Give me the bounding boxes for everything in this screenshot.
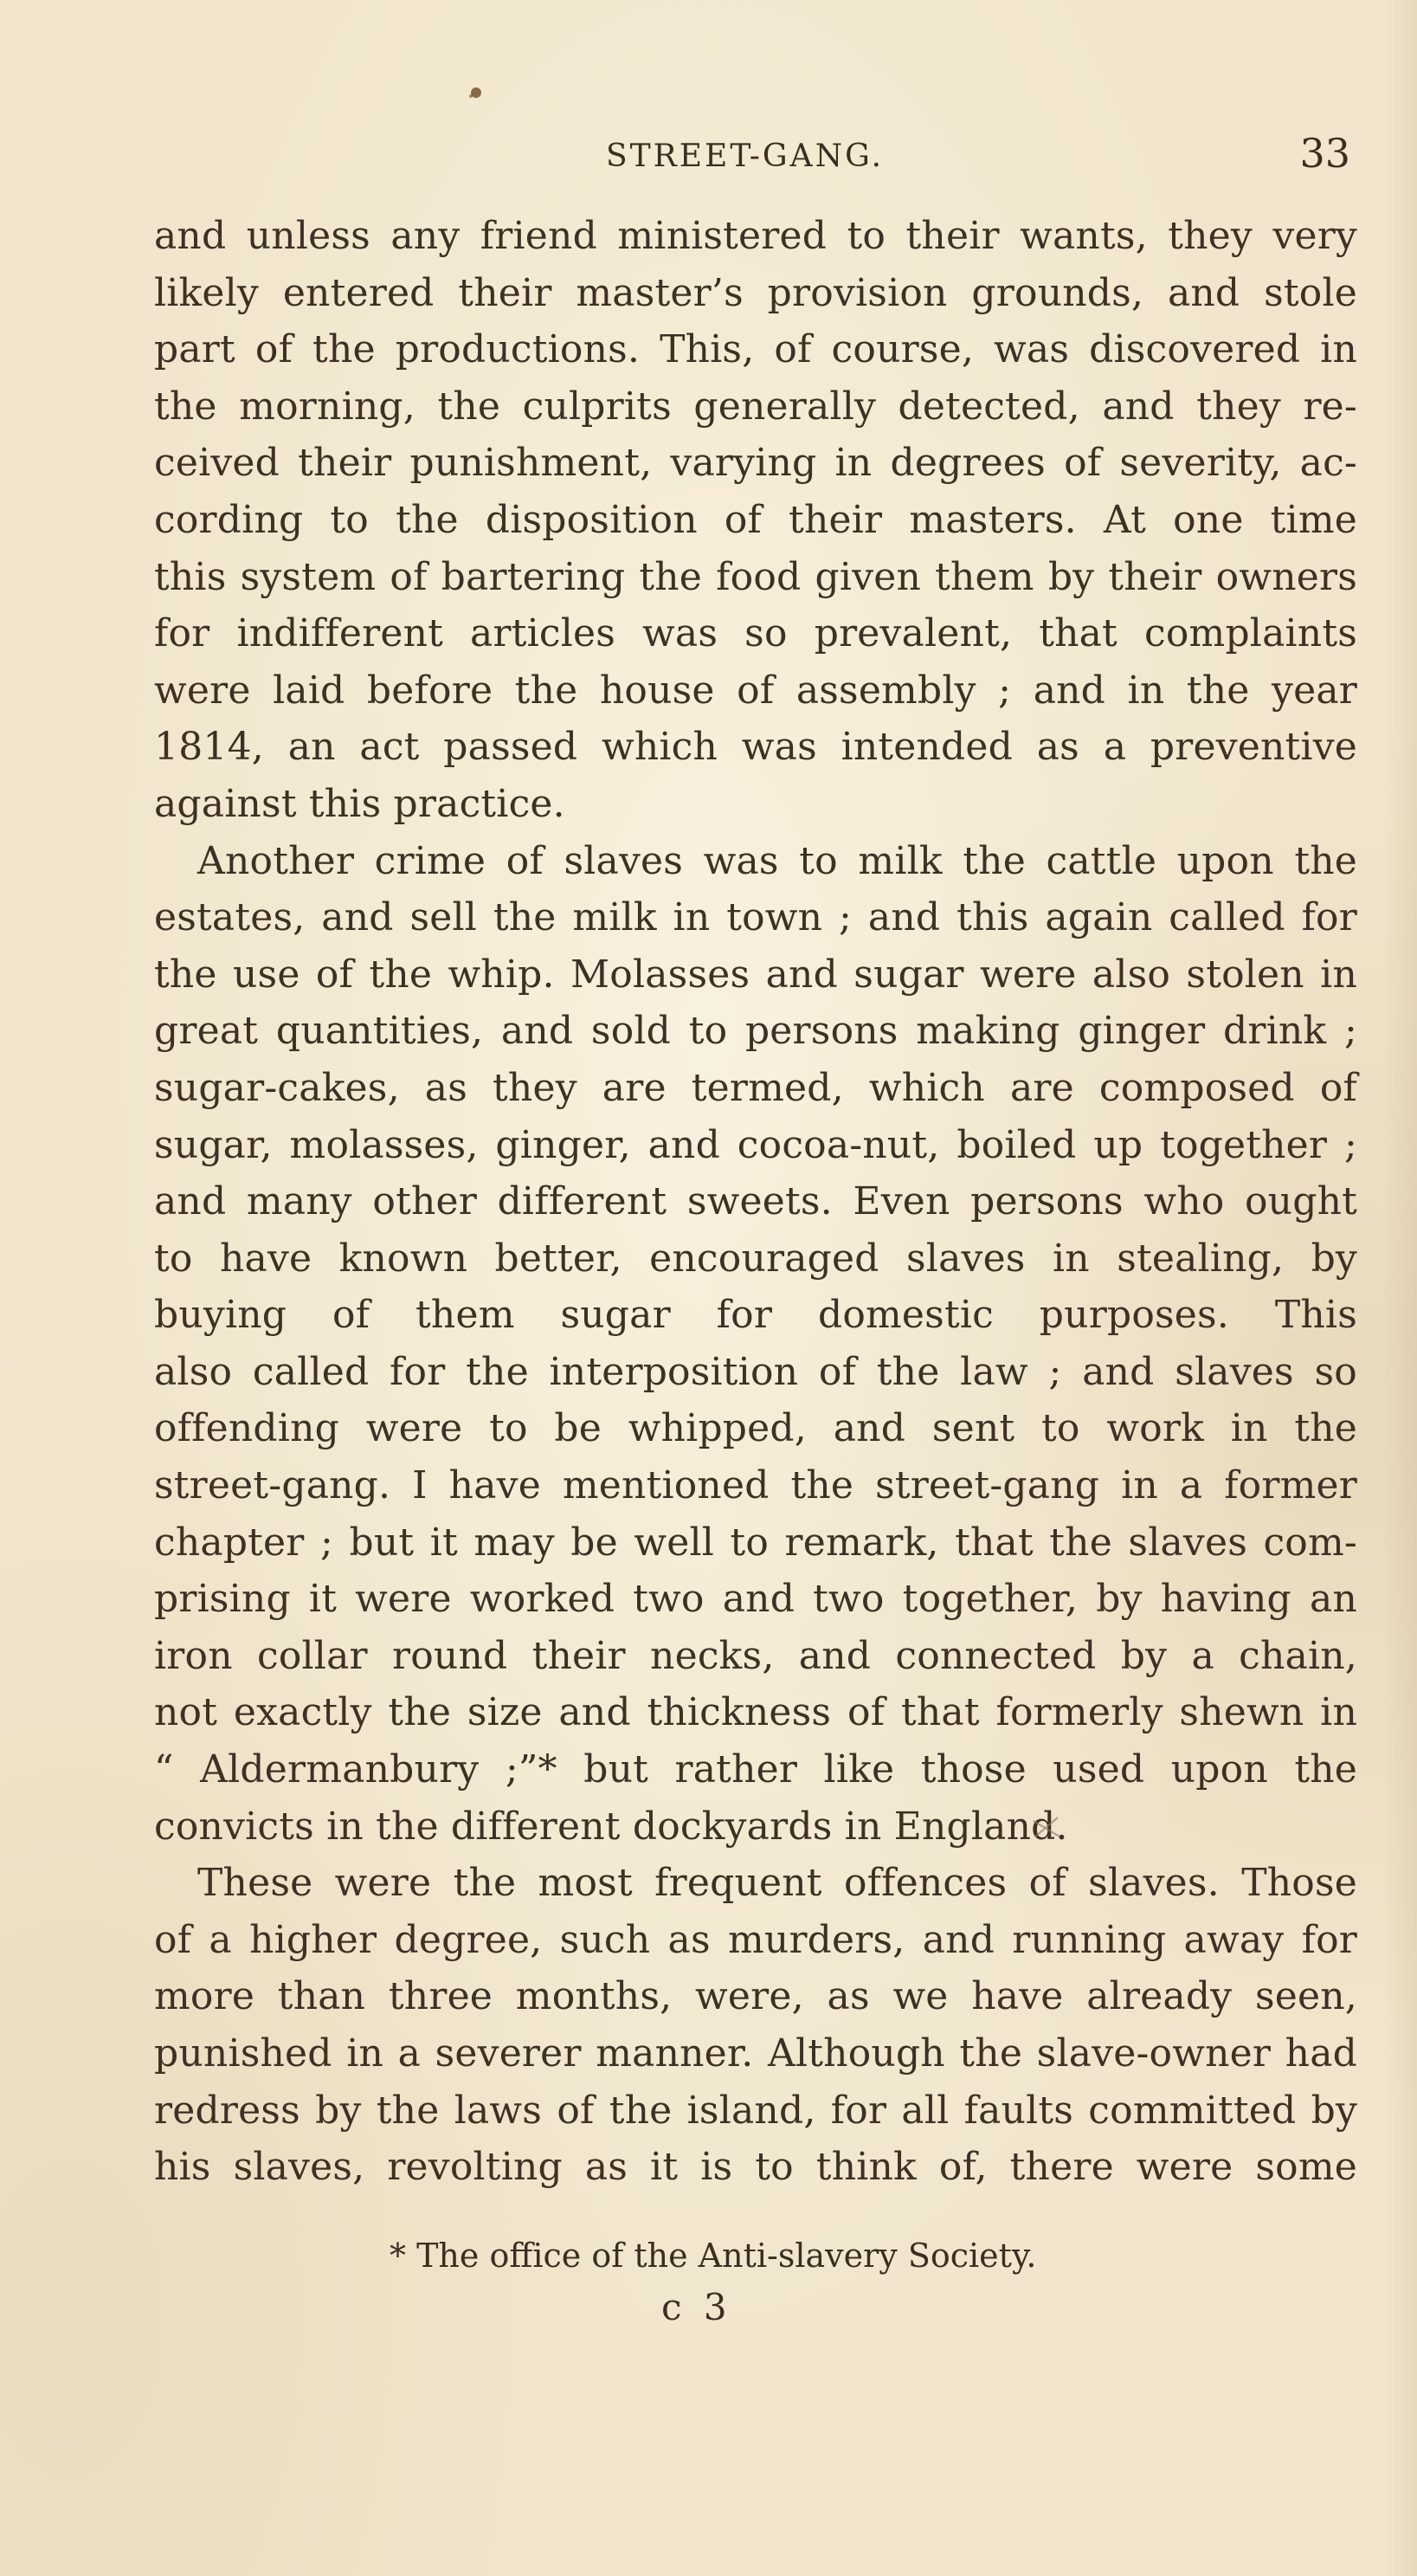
text-line: chapter ; but it may be well to remark, that the slaves com- xyxy=(154,1520,1357,1565)
text-line: ceived their punishment, varying in degrees of severity, ac- xyxy=(154,441,1357,486)
text-line: and unless any friend ministered to their wants, they very xyxy=(154,214,1357,258)
text-line: convicts in the different dockyards in England. xyxy=(154,1804,1068,1849)
text-line: this system of bartering the food given them by their owners xyxy=(154,554,1357,599)
page-edge-shadow xyxy=(1382,0,1417,2576)
text-line: for indifferent articles was so prevalent, that complaints xyxy=(154,611,1357,656)
ink-blot-mark xyxy=(467,82,485,101)
text-line: estates, and sell the milk in town ; and this again called for xyxy=(154,895,1357,940)
text-line: street-gang. I have mentioned the street-gang in a former xyxy=(154,1463,1357,1508)
text-line: likely entered their master’s provision grounds, and stole xyxy=(154,270,1357,315)
signature-mark: c 3 xyxy=(661,2286,732,2328)
text-line: sugar, molasses, ginger, and cocoa-nut, boiled up together ; xyxy=(154,1122,1357,1167)
text-line: to have known better, encouraged slaves in stealing, by xyxy=(154,1236,1357,1281)
text-line: great quantities, and sold to persons making ginger drink ; xyxy=(154,1009,1357,1054)
text-line: part of the productions. This, of course, was discovered in xyxy=(154,327,1357,372)
text-line: iron collar round their necks, and connected by a chain, xyxy=(154,1633,1357,1678)
running-head: STREET-GANG. xyxy=(606,139,885,174)
text-line: redress by the laws of the island, for all faults committed by xyxy=(154,2088,1357,2133)
body-text xyxy=(154,208,1357,2196)
text-line: were laid before the house of assembly ; and in the year xyxy=(154,668,1357,713)
text-line: the use of the whip. Molasses and sugar were also stolen in xyxy=(154,952,1357,997)
text-line: 1814, an act passed which was intended as a preventive xyxy=(154,725,1357,770)
paragraph-start-line: These were the most frequent offences of slaves. Those xyxy=(197,1861,1357,1906)
text-line: sugar-cakes, as they are termed, which are composed of xyxy=(154,1065,1357,1110)
text-line: against this practice. xyxy=(154,781,565,826)
text-line: more than three months, were, as we have already seen, xyxy=(154,1974,1357,2019)
text-line: cording to the disposition of their masters. At one time xyxy=(154,497,1357,542)
text-line: “ Aldermanbury ;”* but rather like those used upon the xyxy=(154,1747,1357,1792)
text-line: buying of them sugar for domestic purposes. This xyxy=(154,1293,1357,1338)
text-line: punished in a severer manner. Although the slave-owner had xyxy=(154,2031,1357,2076)
text-line: of a higher degree, such as murders, and running away for xyxy=(154,1917,1357,1962)
footnote: * The office of the Anti-slavery Society. xyxy=(390,2237,1037,2275)
page-number: 33 xyxy=(1299,130,1350,177)
text-line: and many other different sweets. Even persons who ought xyxy=(154,1179,1357,1224)
page-header xyxy=(156,130,1350,190)
text-line: his slaves, revolting as it is to think of, there were some xyxy=(154,2145,1357,2190)
text-line: also called for the interposition of the law ; and slaves so xyxy=(154,1349,1357,1394)
pencil-cross-mark-icon xyxy=(1030,1814,1065,1842)
text-line: offending were to be whipped, and sent to work in the xyxy=(154,1406,1357,1451)
text-line: prising it were worked two and two together, by having an xyxy=(154,1577,1357,1622)
paragraph-start-line: Another crime of slaves was to milk the cattle upon the xyxy=(197,838,1357,883)
text-line: the morning, the culprits generally detected, and they re- xyxy=(154,384,1357,429)
text-line: not exactly the size and thickness of that formerly shewn in xyxy=(154,1690,1357,1735)
